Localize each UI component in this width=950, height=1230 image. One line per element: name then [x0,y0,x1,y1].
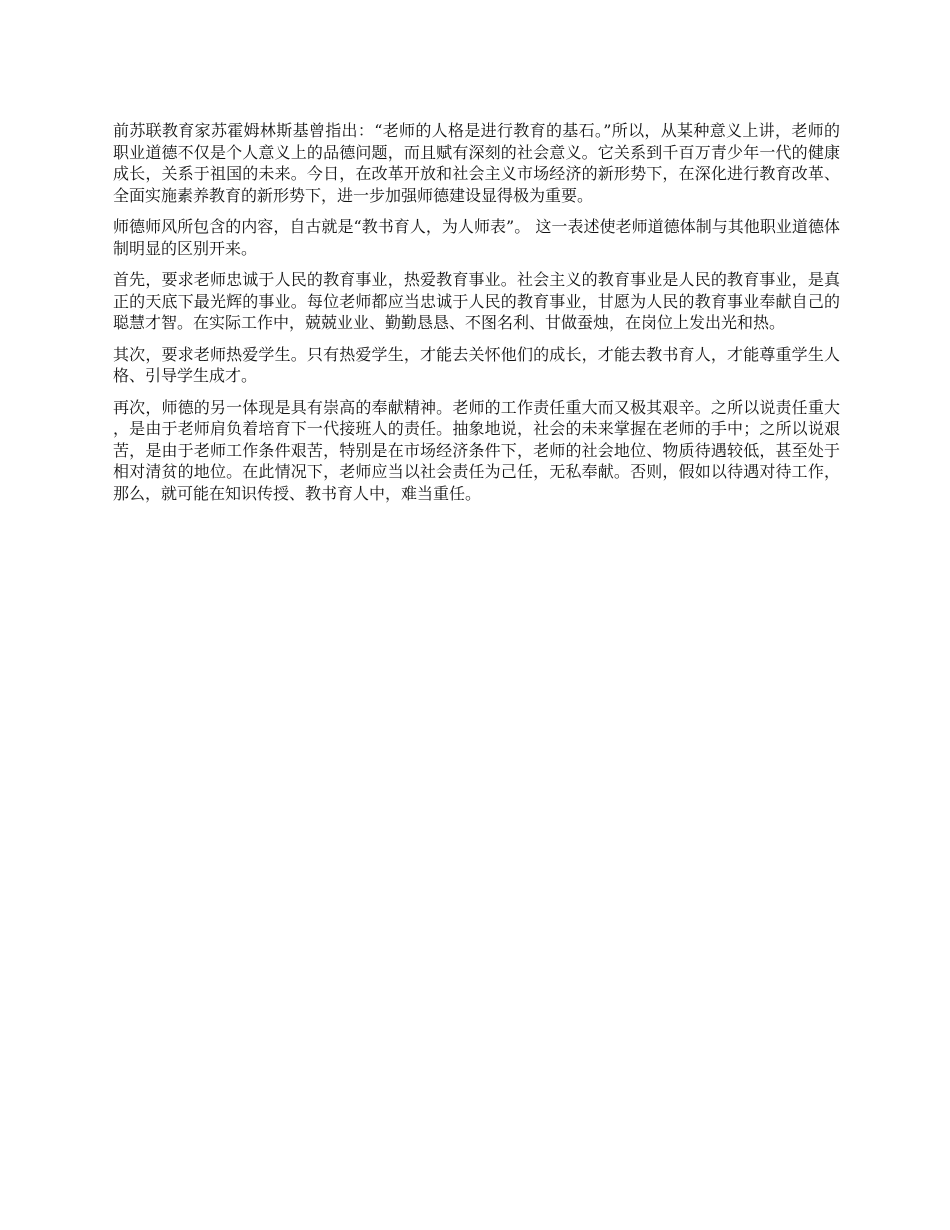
document-body [113,120,840,514]
paragraph-3: 首先，要求老师忠诚于人民的教育事业，热爱教育事业。社会主义的教育事业是人民的教育事业，是真正的天底下最光辉的事业。每位老师都应当忠诚于人民的教育事业，甘愿为人民的教育事业奉献自己的聪慧才智。在实际工作中，兢兢业业、勤勤恳恳、不图名利、甘做蚕烛，在岗位上发出光和热。 [113,270,840,332]
paragraph-4: 其次，要求老师热爱学生。只有热爱学生，才能去关怀他们的成长，才能去教书育人，才能尊重学生人格、引导学生成才。 [113,344,840,385]
paragraph-2: 师德师风所包含的内容，自古就是“教书育人，为人师表”。 这一表述使老师道德体制与其他职业道德体制明显的区别开来。 [113,217,840,258]
paragraph-5: 再次，师德的另一体现是具有崇高的奉献精神。老师的工作责任重大而又极其艰辛。之所以说责任重大，是由于老师肩负着培育下一代接班人的责任。抽象地说，社会的未来掌握在老师的手中；之所以说艰苦，是由于老师工作条件艰苦，特别是在市场经济条件下，老师的社会地位、物质待遇较低，甚至处于相对清贫的地位。在此情况下，老师应当以社会责任为己任，无私奉献。否则，假如以待遇对待工作，那么，就可能在知识传授、教书育人中，难当重任。 [113,397,840,503]
paragraph-1: 前苏联教育家苏霍姆林斯基曾指出：“老师的人格是进行教育的基石。”所以，从某种意义上讲，老师的职业道德不仅是个人意义上的品德问题，而且赋有深刻的社会意义。它关系到千百万青少年一代的健康成长，关系于祖国的未来。今日，在改革开放和社会主义市场经济的新形势下，在深化进行教育改革、全面实施素养教育的新形势下，进一步加强师德建设显得极为重要。 [113,121,840,205]
